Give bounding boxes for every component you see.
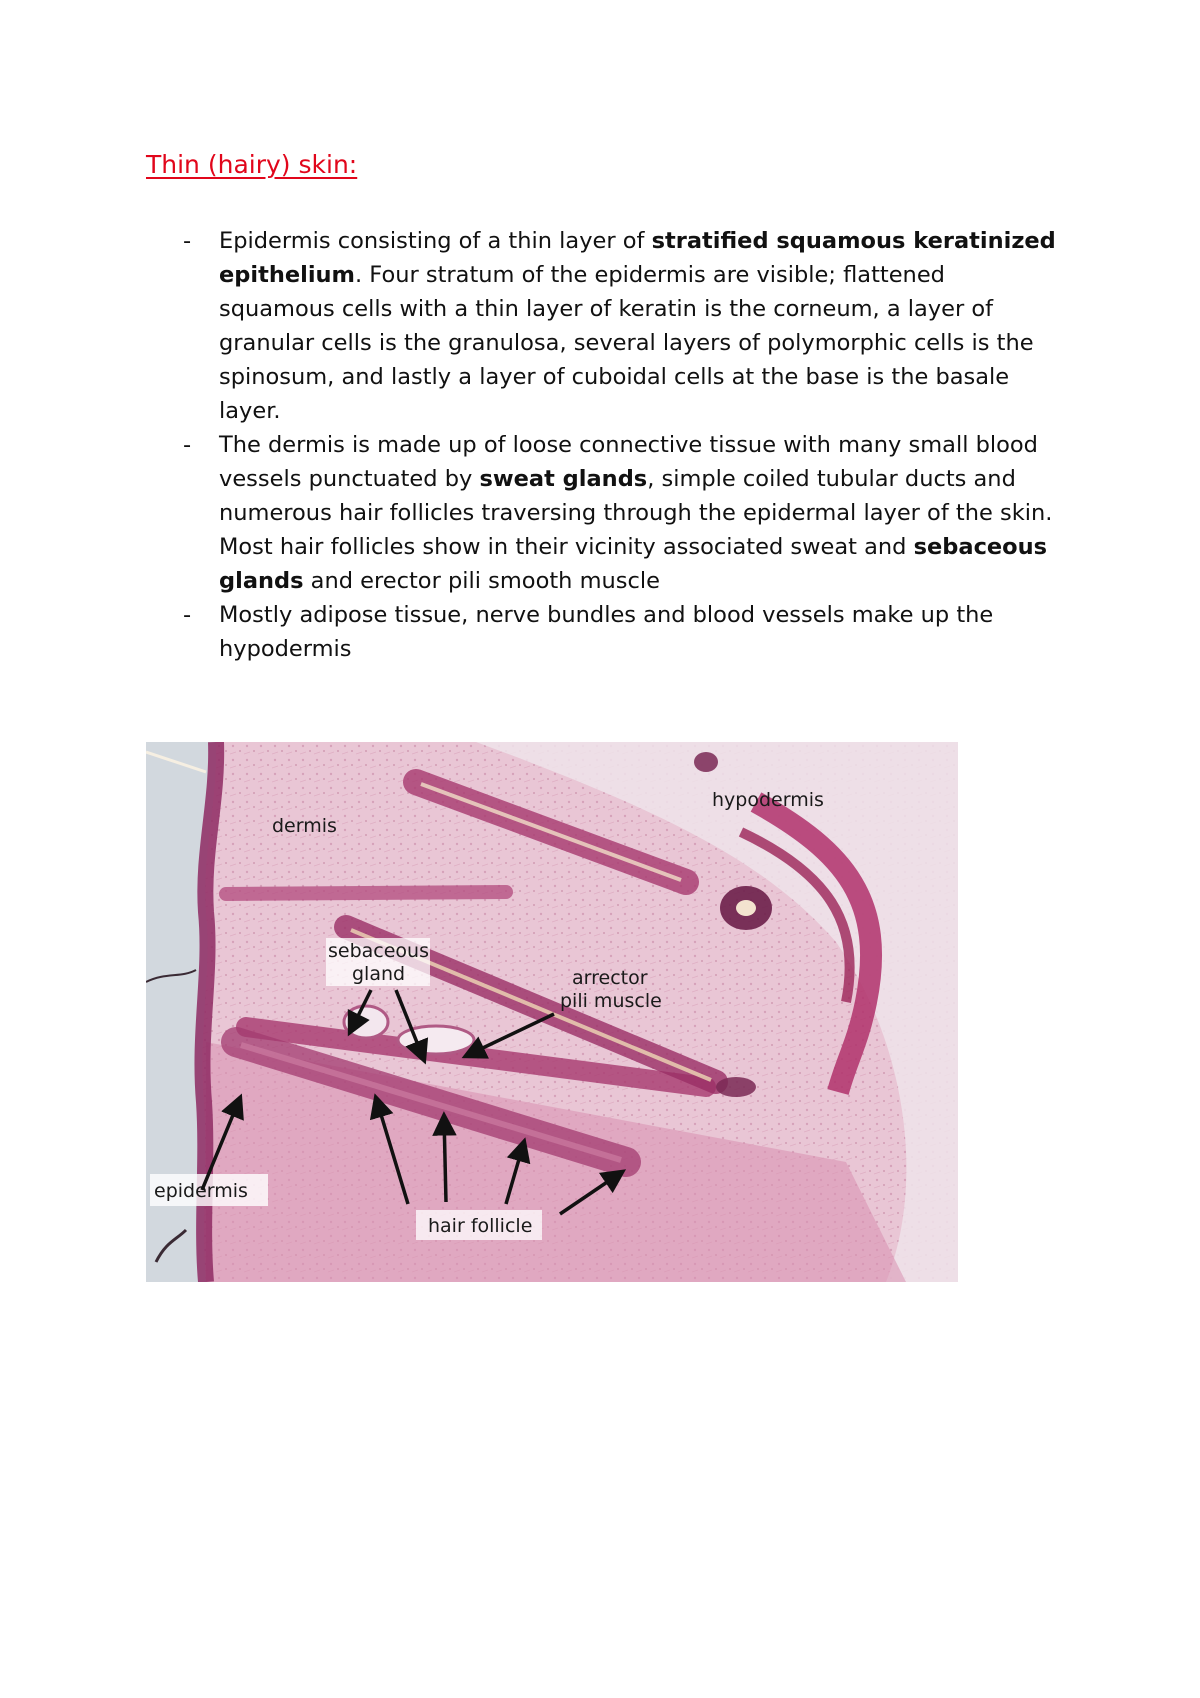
label-epidermis: epidermis [154, 1180, 248, 1202]
text-run: The dermis is made up of loose connective tissue with many small blood vessels punctuated by [219, 432, 1038, 492]
bullet-item-hypodermis [183, 598, 1063, 666]
bullet-dash: - [183, 228, 192, 254]
text-run: Mostly adipose tissue, nerve bundles and blood vessels make up the hypodermis [219, 602, 994, 662]
text-run: and erector pili smooth muscle [303, 568, 660, 594]
text-run: . Four stratum of the epidermis are visible; flattened squamous cells with a thin layer of keratin is the corneum, a layer of granular cells is the granulosa, several layers of polymorphic cells is the spinosum, and lastly a layer of cuboidal cells at the base is the basale layer. [219, 262, 1034, 424]
text-run: , simple coiled tubular ducts and numerous hair follicles traversing through the epidermal layer of the skin. Most hair follicles show in their vicinity associated sweat and [219, 466, 1053, 560]
skin-histology-figure [146, 742, 958, 1282]
label-sebaceous: sebaceous [328, 940, 429, 962]
text-run-bold: sebaceous glands [219, 534, 1048, 594]
bullet-dash: - [183, 602, 192, 628]
bullet-list [183, 224, 1063, 666]
label-hypodermis: hypodermis [712, 789, 824, 811]
bullet-dash: - [183, 432, 192, 458]
histology-micrograph [146, 742, 958, 1282]
text-run-bold: sweat glands [479, 466, 648, 492]
text-run: Epidermis consisting of a thin layer of [219, 228, 652, 254]
label-hair-follicle: hair follicle [428, 1215, 533, 1237]
arrow-hair-follicle-2 [444, 1116, 446, 1202]
label-gland: gland [352, 963, 406, 985]
bullet-item-dermis [183, 428, 1063, 598]
label-dermis: dermis [272, 815, 337, 837]
page-title: Thin (hairy) skin: [146, 150, 358, 179]
label-arrector: arrector [572, 967, 648, 989]
bullet-item-epidermis [183, 224, 1063, 428]
text-run-bold: stratified squamous keratinized epithelium [219, 228, 1056, 288]
label-pili-muscle: pili muscle [560, 990, 662, 1012]
